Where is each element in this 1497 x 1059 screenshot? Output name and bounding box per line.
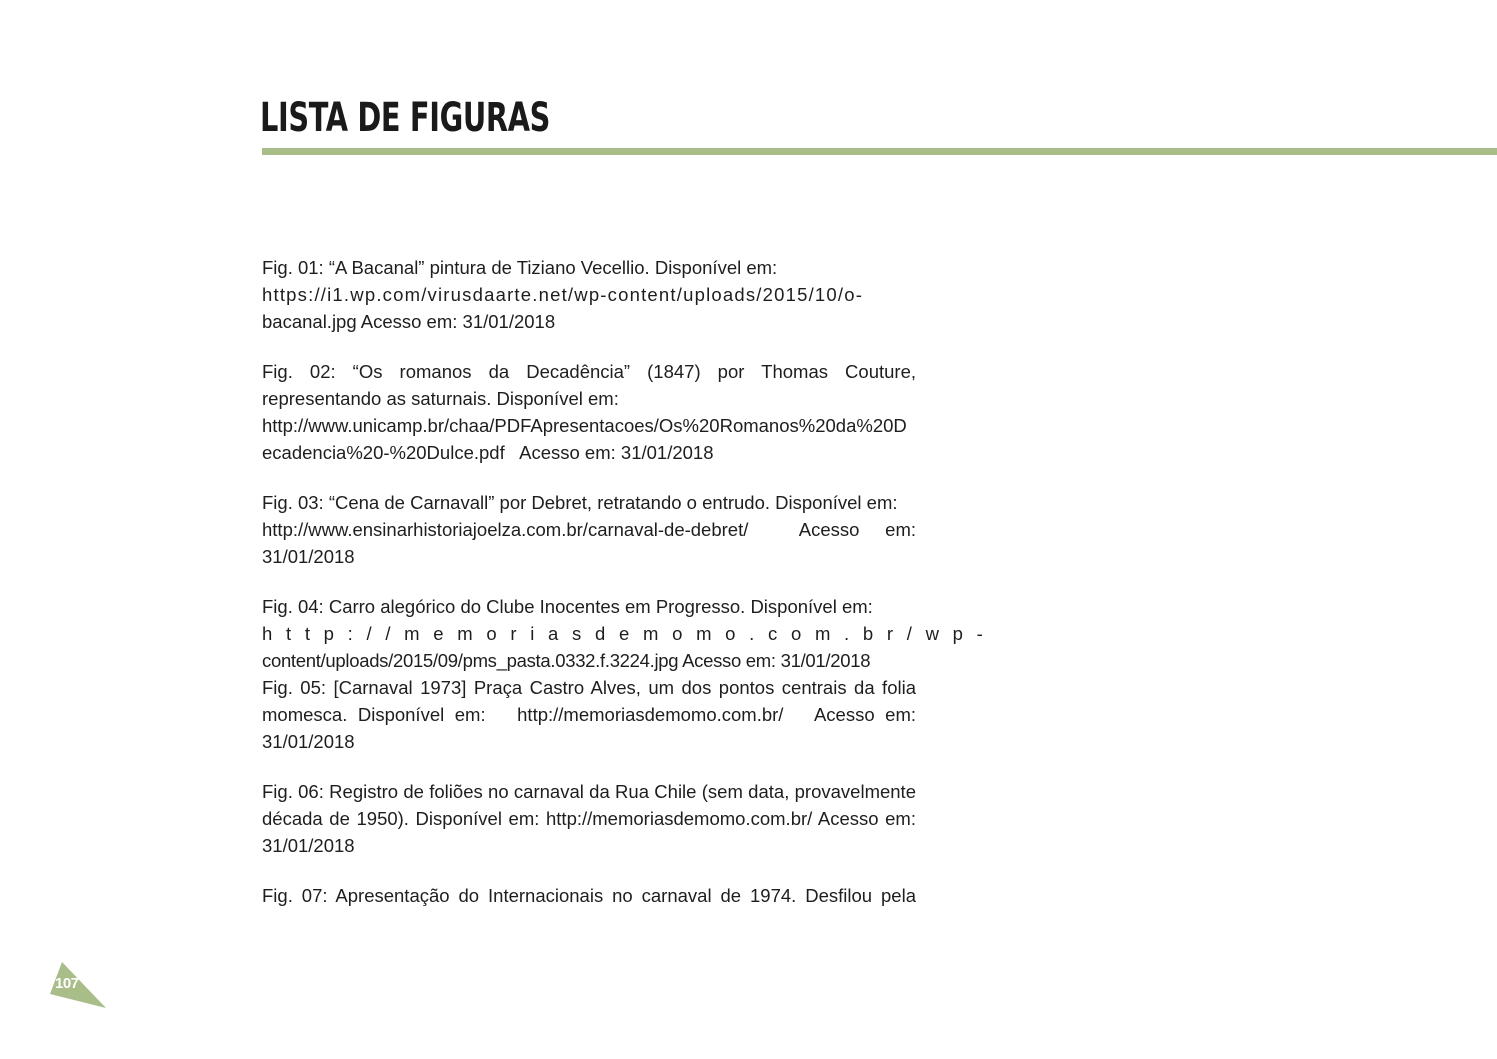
figure-list bbox=[262, 254, 997, 909]
figure-01-url[interactable]: https://i1.wp.com/virusdaarte.net/wp-content/uploads/2015/10/o- bbox=[262, 284, 864, 305]
figure-05-caption: Fig. 05: [Carnaval 1973] Praça Castro Alves, um dos pontos centrais da folia momesca. Disponível em: http://memoriasdemomo.com.br/ Acesso em: 31/01/2018 bbox=[262, 677, 922, 752]
figure-02-caption: Fig. 02: “Os romanos da Decadência” (1847) por Thomas Couture, representando as saturnais. Disponível em: bbox=[262, 361, 916, 409]
title-divider bbox=[262, 148, 1497, 155]
figure-01-access: bacanal.jpg Acesso em: 31/01/2018 bbox=[262, 311, 556, 332]
figure-entry-05 bbox=[262, 674, 922, 755]
figure-entry-03 bbox=[262, 489, 922, 570]
figure-04-url-end[interactable]: content/uploads/2015/09/pms_pasta.0332.f.3224.jpg bbox=[262, 650, 679, 671]
figure-06-caption: Fig. 06: Registro de foliões no carnaval da Rua Chile (sem data, provavelmente década de 1950). Disponível em: http://memoriasdemomo.com.br/ Acesso em: 31/01/2018 bbox=[262, 781, 916, 856]
figure-02-access: Acesso em: 31/01/2018 bbox=[504, 442, 714, 463]
figure-03-caption: Fig. 03: “Cena de Carnavall” por Debret, retratando o entrudo. Disponível em: bbox=[262, 492, 898, 513]
figure-entry-01 bbox=[262, 254, 916, 335]
page-title: LISTA DE FIGURAS bbox=[260, 95, 551, 141]
figure-04-caption: Fig. 04: Carro alegórico do Clube Inocentes em Progresso. Disponível em: bbox=[262, 596, 873, 617]
figure-04-url-start[interactable]: http://memoriasdemomo.com.br/wp- bbox=[262, 623, 997, 644]
page-number: 107 bbox=[55, 975, 79, 992]
figure-03-access: Acesso em: 31/01/2018 bbox=[262, 519, 922, 567]
figure-entry-04 bbox=[262, 593, 997, 674]
figure-02-url[interactable]: http://www.unicamp.br/chaa/PDFApresentacoes/Os%20Romanos%20da%20Decadencia%20-%20Dulce.pdf bbox=[262, 415, 907, 463]
figure-04-access: Acesso em: 31/01/2018 bbox=[678, 650, 871, 671]
figure-entry-02 bbox=[262, 358, 916, 466]
figure-03-url[interactable]: http://www.ensinarhistoriajoelza.com.br/carnaval-de-debret/ bbox=[262, 519, 749, 540]
figure-07-caption: Fig. 07: Apresentação do Internacionais no carnaval de 1974. Desfilou pela bbox=[262, 885, 916, 906]
figure-01-caption: Fig. 01: “A Bacanal” pintura de Tiziano Vecellio. Disponível em: bbox=[262, 257, 778, 278]
figure-entry-07 bbox=[262, 882, 916, 909]
figure-entry-06 bbox=[262, 778, 916, 859]
